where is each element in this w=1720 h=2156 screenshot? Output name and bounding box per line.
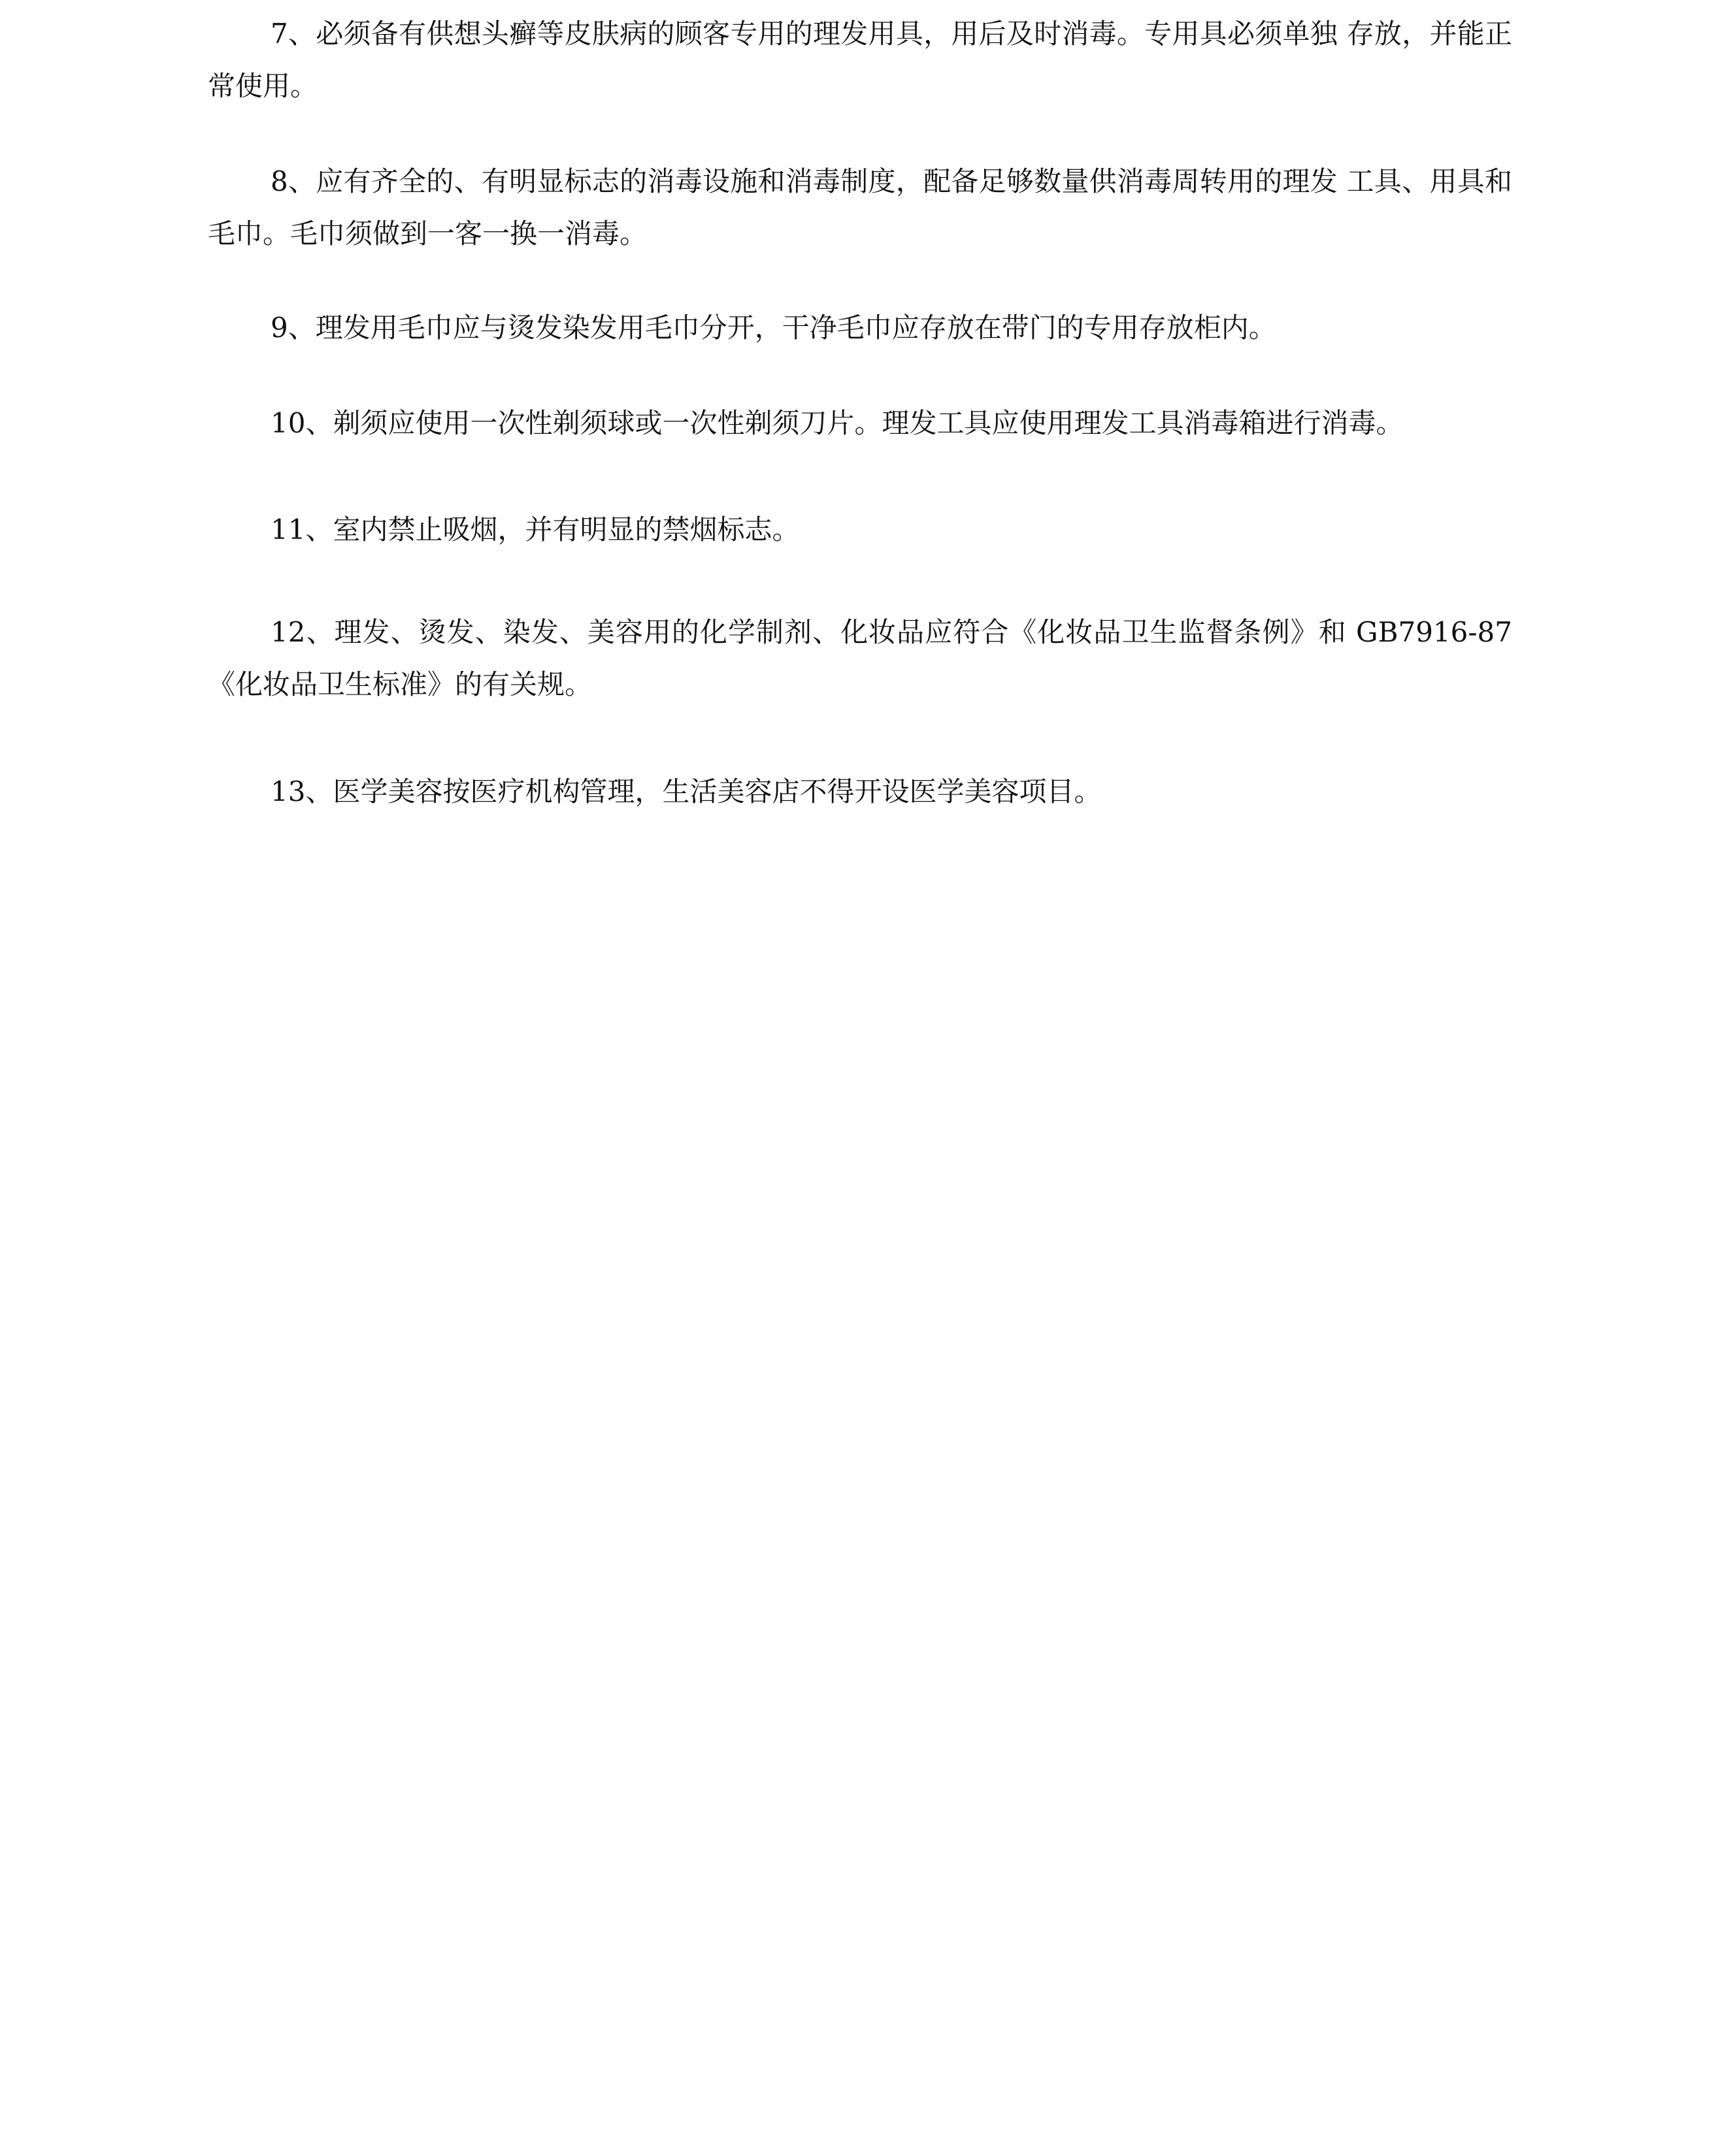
- paragraph-item-9: 9、理发用毛巾应与烫发染发用毛巾分开，干净毛巾应存放在带门的专用存放柜内。: [271, 312, 1276, 344]
- paragraph-item-13: 13、医学美容按医疗机构管理，生活美容店不得开设医学美容项目。: [271, 776, 1102, 808]
- paragraph-item-12: 12、理发、烫发、染发、美容用的化学制剂、化妆品应符合《化妆品卫生监督条例》和 GB7916-87《化妆品卫生标准》的有关规。: [208, 616, 1512, 700]
- paragraph-item-11: 11、室内禁止吸烟，并有明显的禁烟标志。: [271, 514, 800, 546]
- paragraph-item-7: 7、必须备有供想头癣等皮肤病的顾客专用的理发用具，用后及时消毒。专用具必须单独 存放，并能正常使用。: [208, 18, 1512, 102]
- paragraph-item-10: 10、剃须应使用一次性剃须球或一次性剃须刀片。理发工具应使用理发工具消毒箱进行消毒。: [271, 407, 1404, 439]
- paragraph-item-8: 8、应有齐全的、有明显标志的消毒设施和消毒制度，配备足够数量供消毒周转用的理发 工具、用具和毛巾。毛巾须做到一客一换一消毒。: [208, 165, 1512, 250]
